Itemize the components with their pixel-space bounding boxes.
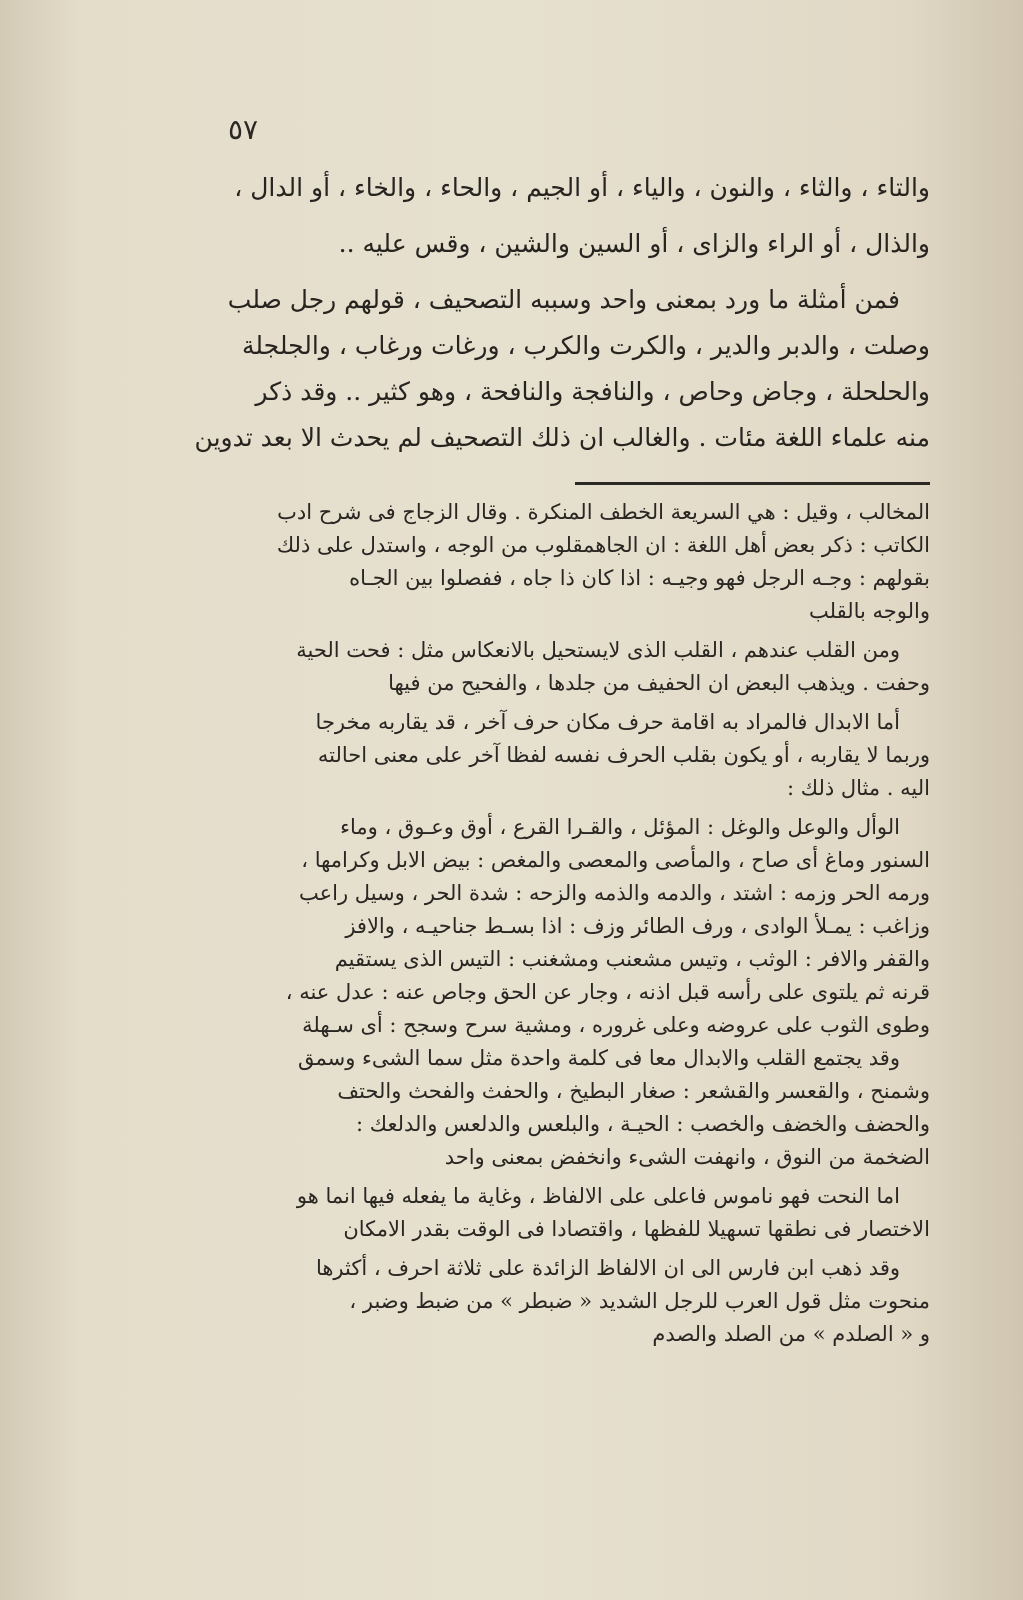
footnote-line: وربما لا يقاربه ، أو يكون بقلب الحرف نفسه لفظا آخر على معنى احالته <box>317 743 930 767</box>
footnote-divider <box>575 482 930 485</box>
main-text-line: منه علماء اللغة مئات . والغالب ان ذلك التصحيف لم يحدث الا بعد تدوين <box>194 423 930 452</box>
footnote-line: وقد يجتمع القلب والابدال معا فى كلمة واحدة مثل سما الشىء وسمق <box>297 1046 900 1070</box>
footnote-line: قرنه ثم يلتوى على رأسه قبل اذنه ، وجار عن الحق وجاص عنه : عدل عنه ، <box>285 980 930 1004</box>
footnote-line: والوجه بالقلب <box>809 599 930 623</box>
main-text-line: والتاء ، والثاء ، والنون ، والياء ، أو الجيم ، والحاء ، والخاء ، أو الدال ، <box>234 173 930 202</box>
page-number: ٥٧ <box>228 113 259 146</box>
footnote-line: والحضف والخضف والخصب : الحيـة ، والبلعس والدلعس والدلعك : <box>356 1112 930 1136</box>
main-text-line: والذال ، أو الراء والزاى ، أو السين والشين ، وقس عليه .. <box>338 229 930 258</box>
main-text-line: فمن أمثلة ما ورد بمعنى واحد وسببه التصحيف ، قولهم رجل صلب <box>227 285 900 314</box>
footnote-line: الضخمة من النوق ، وانهفت الشىء وانخفض بمعنى واحد <box>444 1145 930 1169</box>
main-text-line: والحلحلة ، وجاض وحاص ، والنافجة والنافحة ، وهو كثير .. وقد ذكر <box>255 377 930 406</box>
footnote-line: الكاتب : ذكر بعض أهل اللغة : ان الجاهمقلوب من الوجه ، واستدل على ذلك <box>276 533 930 557</box>
footnote-line: منحوت مثل قول العرب للرجل الشديد « ضبطر » من ضبط وضبر ، <box>349 1289 930 1313</box>
footnote-line: و « الصلدم » من الصلد والصدم <box>652 1322 930 1346</box>
footnote-line: اليه . مثال ذلك : <box>787 776 930 800</box>
main-text-line: وصلت ، والدبر والدير ، والكرت والكرب ، ورغات ورغاب ، والجلجلة <box>242 331 930 360</box>
footnote-line: بقولهم : وجـه الرجل فهو وجيـه : اذا كان ذا جاه ، ففصلوا بين الجـاه <box>349 566 930 590</box>
footnotes <box>190 496 930 1351</box>
footnote-line: وحفت . ويذهب البعض ان الحفيف من جلدها ، والفحيح من فيها <box>388 671 930 695</box>
footnote-line: الوأل والوعل والوغل : المؤئل ، والقـرا القرع ، أوق وعـوق ، وماء <box>340 815 900 839</box>
footnote-line: ومن القلب عندهم ، القلب الذى لايستحيل بالانعكاس مثل : فحت الحية <box>296 638 900 662</box>
footnote-line: وزاغب : يمـلأ الوادى ، ورف الطائر وزف : اذا بسـط جناحيـه ، والافز <box>345 914 930 938</box>
footnote-line: الاختصار فى نطقها تسهيلا للفظها ، واقتصادا فى الوقت بقدر الامكان <box>343 1217 930 1241</box>
footnote-line: وقد ذهب ابن فارس الى ان الالفاظ الزائدة على ثلاثة احرف ، أكثرها <box>315 1256 900 1280</box>
footnote-line: وطوى الثوب على عروضه وعلى غروره ، ومشية سرح وسجح : أى سـهلة <box>302 1013 930 1037</box>
footnote-line: المخالب ، وقيل : هي السريعة الخطف المنكرة . وقال الزجاج فى شرح ادب <box>277 500 930 524</box>
footnote-line: ورمه الحر وزمه : اشتد ، والدمه والذمه والزحه : شدة الحر ، وسيل راعب <box>298 881 930 905</box>
footnote-line: والقفر والافر : الوثب ، وتيس مشعنب ومشغنب : التيس الذى يستقيم <box>334 947 930 971</box>
footnote-line: السنور وماغ أى صاح ، والمأصى والمعصى والمغص : بيض الابل وكرامها ، <box>301 848 930 872</box>
footnote-line: وشمنح ، والقعسر والقشعر : صغار البطيخ ، والحفث والفحث والحتف <box>337 1079 930 1103</box>
footnote-line: اما النحت فهو ناموس فاعلى على الالفاظ ، وغاية ما يفعله فيها انما هو <box>296 1184 900 1208</box>
main-text <box>190 165 930 461</box>
footnote-line: أما الابدال فالمراد به اقامة حرف مكان حرف آخر ، قد يقاربه مخرجا <box>315 710 900 734</box>
